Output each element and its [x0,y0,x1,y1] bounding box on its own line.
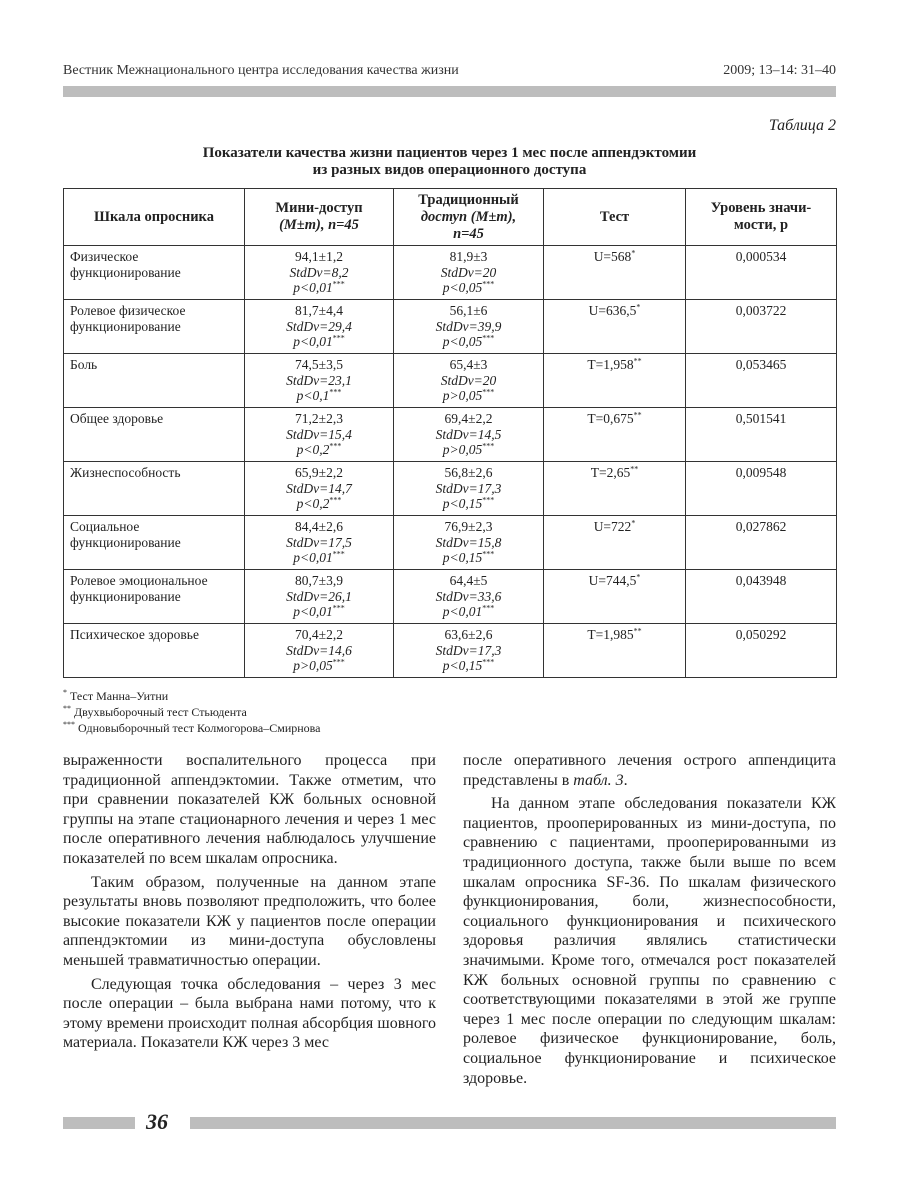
table-row [64,354,837,408]
cell-traditional: 65,4±3 StdDv=20 p>0,05*** [394,354,544,408]
cell-scale: Жизнеспособность [64,462,245,516]
header-significance: Уровень значи- мости, p [686,189,837,246]
cell-traditional: 69,4±2,2 StdDv=14,5 p>0,05*** [394,408,544,462]
cell-test: U=744,5* [544,570,686,624]
caption-line-1: Показатели качества жизни пациентов через 1 мес после аппендэктомии [202,145,697,161]
cell-significance: 0,050292 [686,624,837,678]
cell-traditional: 64,4±5 StdDv=33,6 p<0,01*** [394,570,544,624]
cell-traditional: 76,9±2,3 StdDv=15,8 p<0,15*** [394,516,544,570]
issue-info: 2009; 13–14: 31–40 [723,63,836,78]
header-traditional: Традиционный доступ (M±m), n=45 [394,189,544,246]
table-row [64,624,837,678]
cell-mini: 84,4±2,6 StdDv=17,5 p<0,01*** [245,516,394,570]
caption-line-2: из разных видов операционного доступа [312,162,587,178]
cell-scale: Ролевое эмоциональное функционирование [64,570,245,624]
cell-mini: 80,7±3,9 StdDv=26,1 p<0,01*** [245,570,394,624]
cell-significance: 0,043948 [686,570,837,624]
body-column-right [463,751,836,1092]
footnote-2: ** Двухвыборочный тест Стьюдента [63,704,247,719]
cell-test: T=2,65** [544,462,686,516]
cell-scale: Физическое функционирование [64,246,245,300]
cell-mini: 74,5±3,5 StdDv=23,1 p<0,1*** [245,354,394,408]
cell-traditional: 81,9±3 StdDv=20 p<0,05*** [394,246,544,300]
journal-title: Вестник Межнационального центра исследования качества жизни [63,63,459,78]
cell-scale: Боль [64,354,245,408]
cell-mini: 94,1±1,2 StdDv=8,2 p<0,01*** [245,246,394,300]
cell-test: T=1,985** [544,624,686,678]
results-table [63,188,837,678]
header-rule [63,86,836,97]
table-row [64,300,837,354]
cell-test: U=636,5* [544,300,686,354]
cell-test: T=1,958** [544,354,686,408]
cell-scale: Общее здоровье [64,408,245,462]
footer-rule-right [190,1117,836,1129]
cell-test: U=722* [544,516,686,570]
header-mini: Мини-доступ (M±m), n=45 [245,189,394,246]
table-row [64,516,837,570]
table-row [64,246,837,300]
cell-traditional: 63,6±2,6 StdDv=17,3 p<0,15*** [394,624,544,678]
paragraph: после оперативного лечения острого аппендицита представлены в табл. 3. [463,752,836,789]
cell-significance: 0,053465 [686,354,837,408]
cell-scale: Ролевое физическое функционирование [64,300,245,354]
table-footnotes [63,688,321,736]
table-row [64,570,837,624]
table-header-row [64,189,837,246]
paragraph: Следующая точка обследования – через 3 мес после операции – была выбрана нами потому, что к этому времени происходит полная абсорбция шовного материала. Показатели КЖ через 3 мес [63,975,436,1052]
cell-significance: 0,501541 [686,408,837,462]
cell-traditional: 56,8±2,6 StdDv=17,3 p<0,15*** [394,462,544,516]
paragraph: На данном этапе обследования показатели КЖ пациентов, прооперированных из мини-доступа, по сравнению с пациентами, прооперированными из традиционного доступа, также были выше по всем шкалам опросника SF-36. По шкалам физического функционирования, боли, жизнеспособности, социального функционирования и психического здоровья различия являлись статистически значимыми. Кроме того, отмечался рост показателей КЖ больных основной группы по сравнению с соответствующими показателями в этой же группе через 1 мес после операции по следующим шкалам: ролевое физическое функционирование, боль, социальное функционирование и психическое здоровье. [463,795,836,1087]
table-reference: табл. 3 [573,771,624,789]
cell-mini: 70,4±2,2 StdDv=14,6 p>0,05*** [245,624,394,678]
table-label: Таблица 2 [768,117,836,134]
header-scale: Шкала опросника [64,189,245,246]
cell-test: T=0,675** [544,408,686,462]
table-row [64,408,837,462]
table-caption [63,145,836,179]
paragraph: Таким образом, полученные на данном этапе результаты вновь позволяют предположить, что более высокие показатели КЖ у пациентов после операции аппендэктомии из мини-доступа обусловлены меньшей травматичностью операции. [63,873,436,969]
paragraph: выраженности воспалительного процесса при традиционной аппендэктомии. Также отметим, что при сравнении показателей КЖ больных основной группы на этапе стационарного лечения и через 1 мес после оперативного лечения наблюдалось улучшение показателей по всем шкалам опросника. [63,752,436,867]
table-row [64,462,837,516]
cell-mini: 71,2±2,3 StdDv=15,4 p<0,2*** [245,408,394,462]
cell-significance: 0,000534 [686,246,837,300]
cell-traditional: 56,1±6 StdDv=39,9 p<0,05*** [394,300,544,354]
running-header [63,63,836,85]
cell-mini: 81,7±4,4 StdDv=29,4 p<0,01*** [245,300,394,354]
footnote-3: *** Одновыборочный тест Колмогорова–Смирнова [63,720,321,735]
footer-rule-left [63,1117,135,1129]
cell-mini: 65,9±2,2 StdDv=14,7 p<0,2*** [245,462,394,516]
cell-test: U=568* [544,246,686,300]
cell-scale: Психическое здоровье [64,624,245,678]
body-column-left [63,751,436,1057]
header-test: Тест [544,189,686,246]
footnote-1: * Тест Манна–Уитни [63,688,169,703]
cell-scale: Социальное функционирование [64,516,245,570]
cell-significance: 0,003722 [686,300,837,354]
cell-significance: 0,027862 [686,516,837,570]
cell-significance: 0,009548 [686,462,837,516]
page-number: 36 [146,1109,168,1134]
